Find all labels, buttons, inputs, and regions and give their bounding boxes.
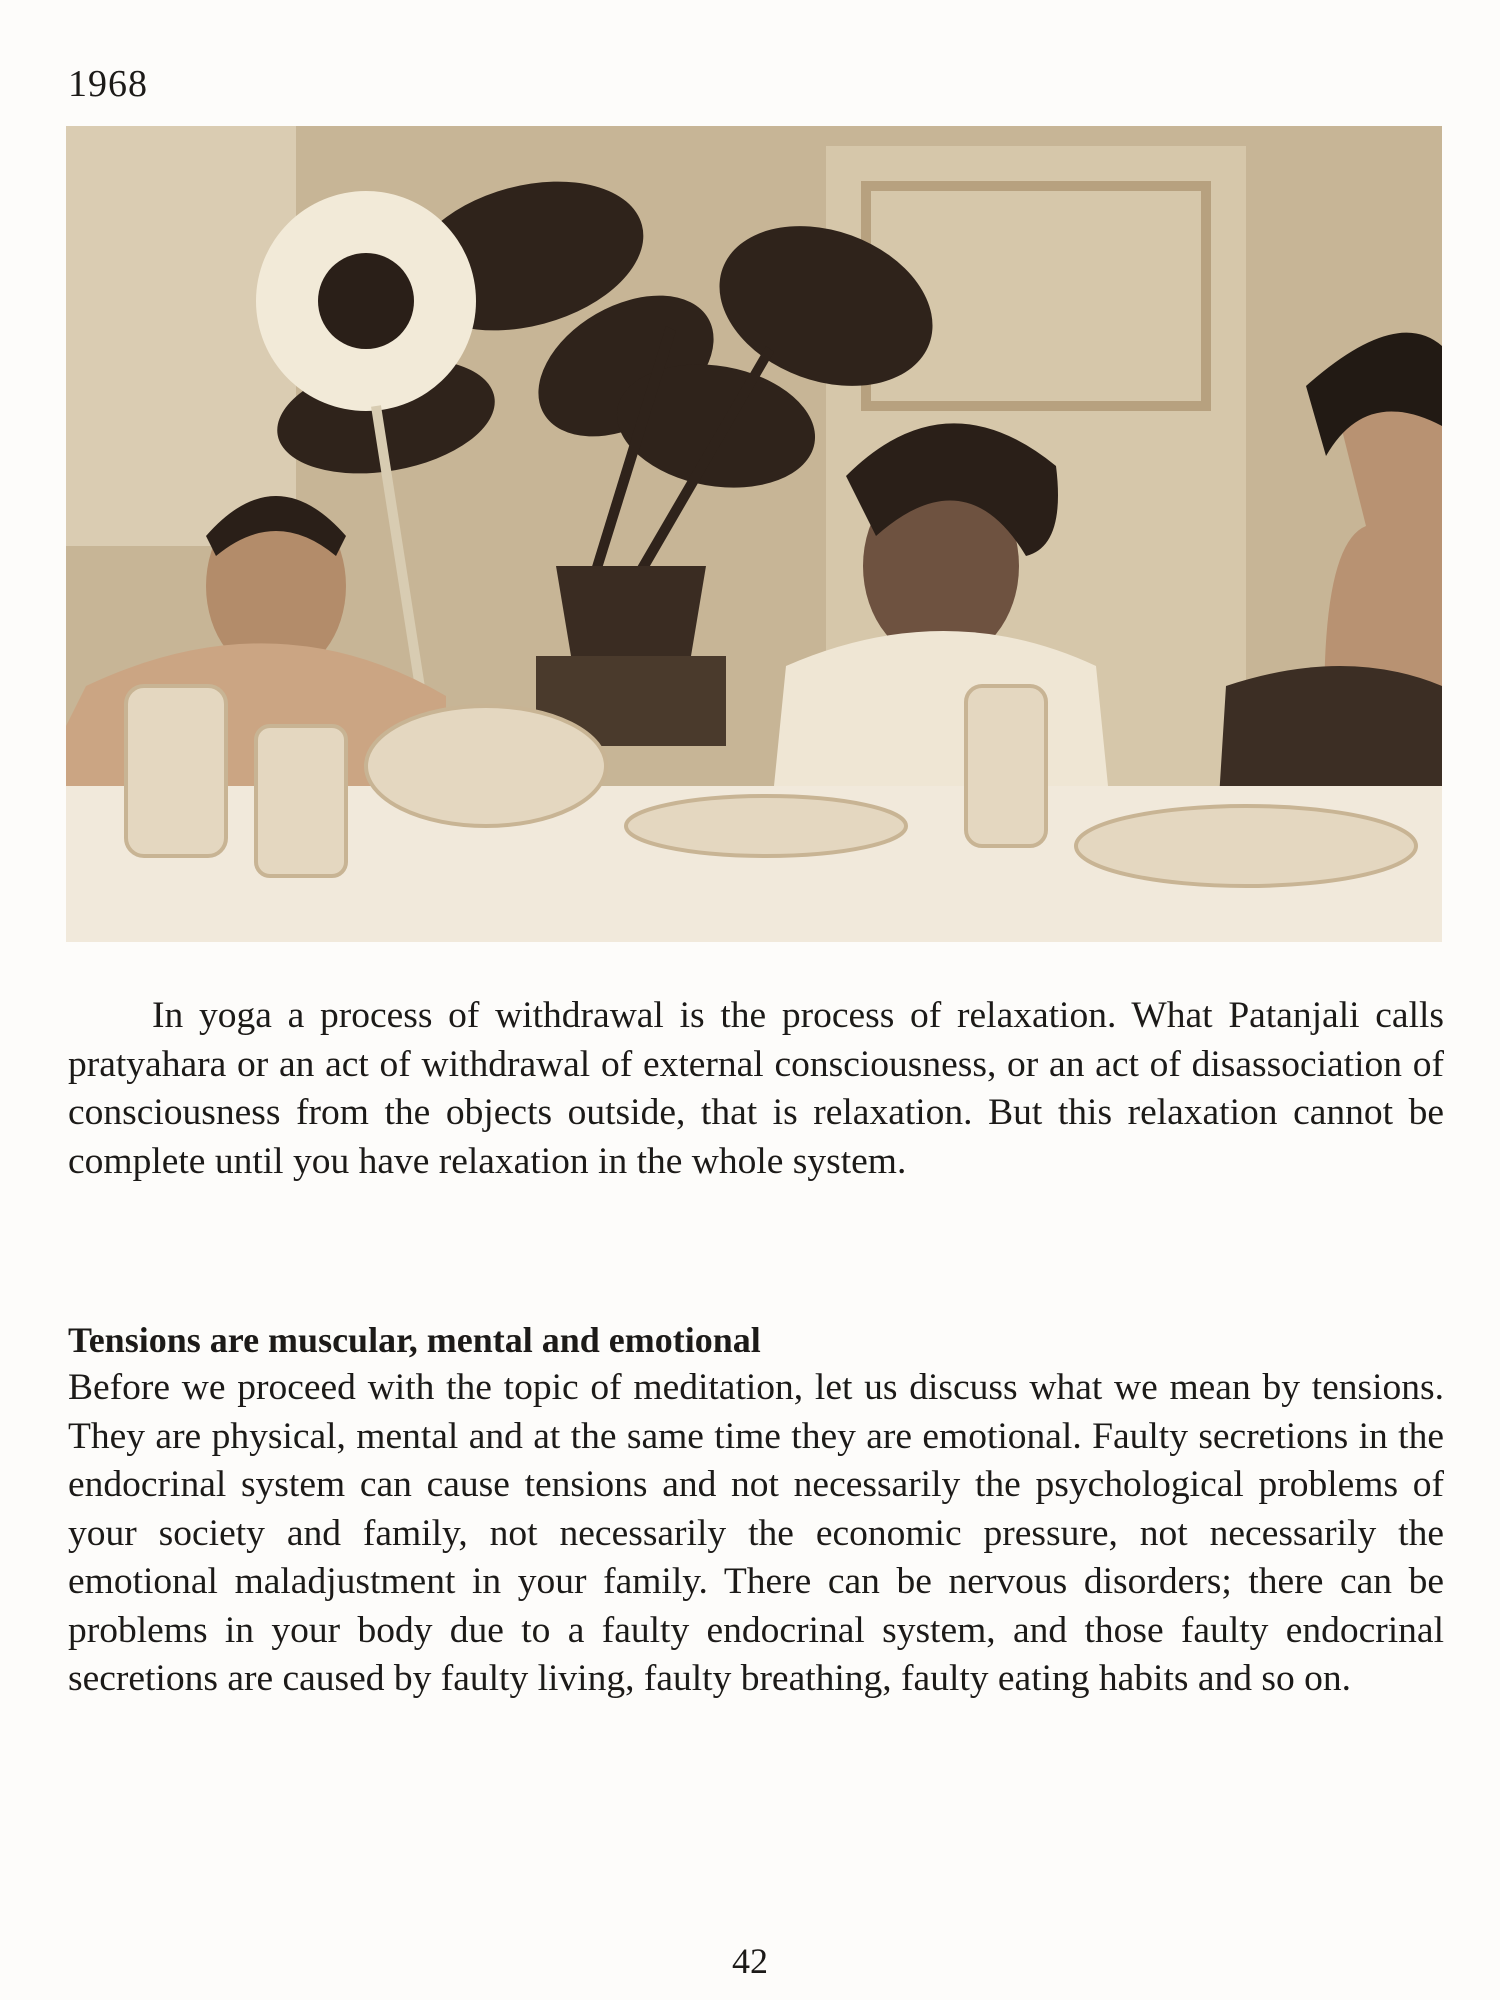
paragraph-tensions: Before we proceed with the topic of meditation, let us discuss what we mean by tensions. They are physical, mental and at the same time they are emotional. Faulty secretions in the endocrinal system can cause tensions and not necessarily the psychological problems of your society and family, not necessarily the economic pressure, not necessarily the emotional maladjustment in your family. There can be nervous disorders; there can be problems in your body due to a faulty endocrinal system, and those faulty endocrinal secretions are caused by faulty living, faulty breathing, faulty eating habits and so on. — [68, 1367, 1444, 1699]
plant-pot — [556, 566, 706, 656]
paragraph-relaxation: In yoga a process of withdrawal is the process of relaxation. What Patanjali calls pratyahara or an act of withdrawal of external consciousness, or an act of disassociation of consciousness from the objects outside, that is relaxation. But this relaxation cannot be complete until you have relaxation in the whole system. — [68, 995, 1444, 1182]
window-light — [66, 126, 296, 546]
section-heading: Tensions are muscular, mental and emotional — [68, 1320, 761, 1360]
sepia-photograph — [66, 126, 1442, 942]
page-number: 42 — [732, 1941, 768, 1981]
photo-illustration — [66, 126, 1442, 942]
year-label: 1968 — [68, 63, 148, 105]
